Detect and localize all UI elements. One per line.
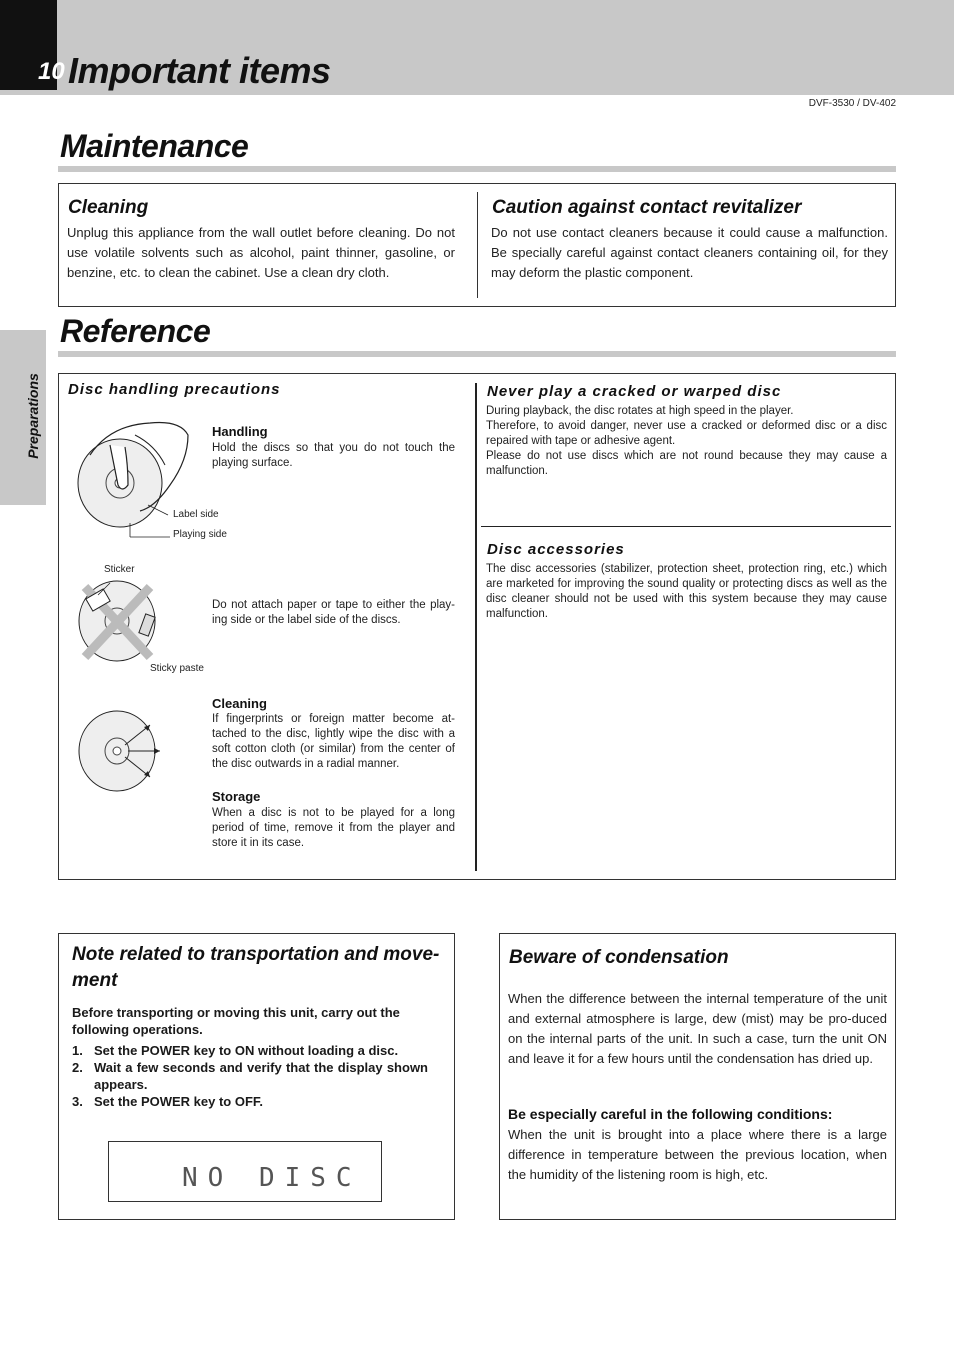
reference-title: Reference (60, 313, 211, 349)
maintenance-rule (58, 166, 896, 172)
display-text: NO DISC (182, 1163, 362, 1193)
caution-heading: Caution against contact revitalizer (492, 197, 802, 218)
disc-handling-heading: Disc handling precautions (68, 381, 281, 398)
attach-text: Do not attach paper or tape to either the play-ing side or the label side of the discs. (212, 599, 455, 626)
never-play-text-2: Therefore, to avoid danger, never use a cracked or deformed disc or a disc repaired with tape or adhesive agent. (486, 420, 887, 447)
cleaning-heading: Cleaning (68, 197, 149, 218)
cleaning-text: Unplug this appliance from the wall outlet before cleaning. Do not use volatile solvents such as alcohol, paint thinner, gasoline, or benzine, etc. to clean the cabinet. Use a clean dry cloth. (67, 225, 455, 280)
sticker-caption: Sticker (104, 564, 135, 575)
playing-side-caption: Playing side (173, 529, 227, 540)
side-tab-label: Preparations (25, 373, 41, 459)
transport-intro: Before transporting or moving this unit, carry out the following operations. (72, 1005, 400, 1037)
caution-text: Do not use contact cleaners because it could cause a malfunction. Be specially careful against contact cleaners containing oil, for they may deform the plastic component. (491, 225, 888, 280)
maintenance-title: Maintenance (60, 128, 249, 164)
condensation-heading: Beware of condensation (509, 947, 729, 968)
transport-heading: Note related to transportation and move-ment (72, 944, 440, 991)
disc-cleaning-text: If fingerprints or foreign matter become at-tached to the disc, lightly wipe the disc with a soft cotton cloth (or similar) from the center of the disc outwards in a radial manner. (212, 713, 455, 770)
storage-text: When a disc is not to be played for a long period of time, remove it from the player and store it in its case. (212, 807, 455, 849)
transport-step: 2. Wait a few seconds and verify that the display shown appears. (72, 1060, 428, 1092)
cleaning-title: Cleaning (212, 696, 267, 711)
condensation-subheading: Be especially careful in the following conditions: (508, 1106, 833, 1122)
condensation-text-2: When the unit is brought into a place where there is a large difference in temperature between the previous location, when the humidity of the listening room is high, etc. (508, 1127, 887, 1182)
model-number: DVF-3530 / DV-402 (808, 98, 896, 109)
label-side-caption: Label side (173, 509, 219, 520)
storage-title: Storage (212, 789, 261, 804)
transport-steps (72, 1042, 428, 1110)
never-play-heading: Never play a cracked or warped disc (487, 383, 782, 400)
maintenance-divider (477, 192, 478, 298)
accessories-text: The disc accessories (stabilizer, protection sheet, protection ring, etc.) which are marketed for improving the sound quality or protecting discs as well as the disc cleaner should not be used with this system because they may cause malfunction. (486, 563, 887, 620)
accessories-heading: Disc accessories (487, 541, 625, 558)
sticky-paste-caption: Sticky paste (150, 663, 204, 674)
transport-step: 1. Set the POWER key to ON without loading a disc. (72, 1043, 399, 1058)
transport-step: 3. Set the POWER key to OFF. (72, 1094, 264, 1109)
handling-illustration (70, 415, 210, 545)
page-number: 10 (38, 58, 65, 85)
reference-hdivider (481, 526, 891, 527)
page-title: Important items (68, 50, 331, 91)
never-play-text-1: During playback, the disc rotates at high speed in the player. (486, 405, 794, 417)
cleaning-illustration (70, 705, 170, 795)
sticker-illustration (70, 575, 170, 665)
condensation-text: When the difference between the internal temperature of the unit and external atmosphere is large, dew (mist) may be pro-duced on the internal parts of the unit. In such a case, turn the unit ON and leave it for a few hours until the condensation has dried up. (508, 991, 887, 1066)
reference-rule (58, 351, 896, 357)
reference-divider (475, 383, 477, 871)
handling-title: Handling (212, 424, 268, 439)
handling-text: Hold the discs so that you do not touch the playing surface. (212, 442, 455, 469)
never-play-text-3: Please do not use discs which are not round because they may cause a malfunction. (486, 450, 887, 477)
